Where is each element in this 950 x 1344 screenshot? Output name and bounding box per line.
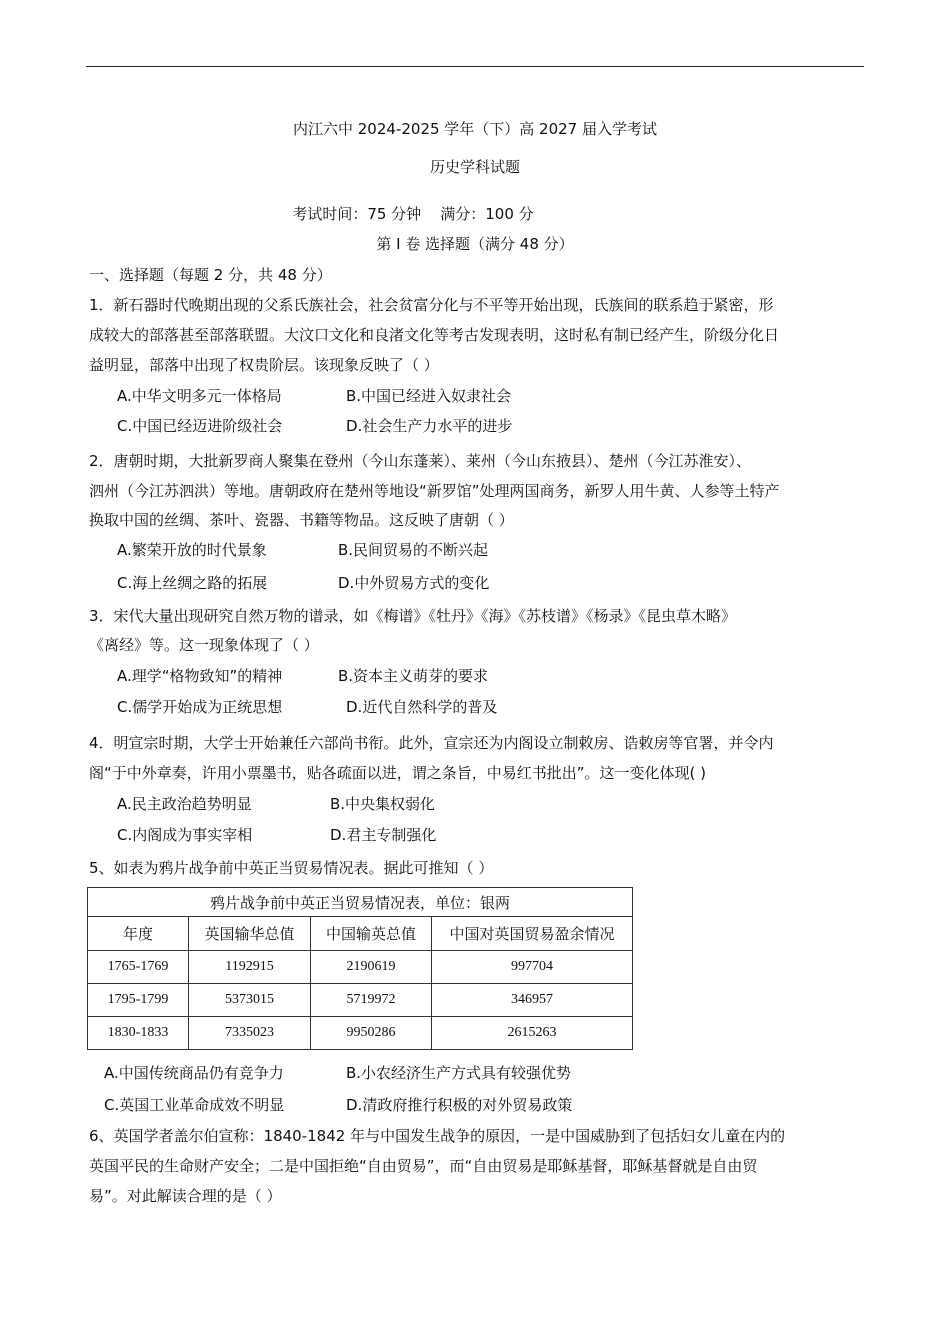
- option-c[interactable]: C.内阁成为事实宰相: [117, 826, 253, 844]
- option-b[interactable]: B.中国已经进入奴隶社会: [346, 387, 512, 405]
- table-cell: 1765-1769: [88, 951, 189, 984]
- question-2-line: 泗州（今江苏泗洪）等地。唐朝政府在楚州等地设“新罗馆”处理两国商务，新罗人用牛黄、人参等土特产: [89, 482, 780, 500]
- option-b[interactable]: B.民间贸易的不断兴起: [338, 541, 489, 559]
- table-caption: 鸦片战争前中英正当贸易情况表，单位：银两: [88, 888, 633, 917]
- option-c[interactable]: C.海上丝绸之路的拓展: [117, 574, 268, 592]
- table-row: [88, 984, 633, 1017]
- table-cell: 1830-1833: [88, 1017, 189, 1050]
- table-cell: 7335023: [189, 1017, 311, 1050]
- question-1-line: 成较大的部落甚至部落联盟。大汶口文化和良渚文化等考古发现表明，这时私有制已经产生，阶级分化日: [89, 326, 780, 344]
- option-c[interactable]: C.英国工业革命成效不明显: [104, 1096, 285, 1114]
- table-header: 英国输华总值: [189, 917, 311, 951]
- table-cell: 2190619: [311, 951, 432, 984]
- option-c[interactable]: C.儒学开始成为正统思想: [117, 698, 283, 716]
- question-3-line: 3．宋代大量出现研究自然万物的谱录，如《梅谱》《牡丹》《海》《苏枝谱》《杨录》《昆虫草木略》: [89, 607, 737, 625]
- table-row: [88, 1017, 633, 1050]
- table-cell: 997704: [432, 951, 633, 984]
- table-cell: 346957: [432, 984, 633, 1017]
- exam-info: 考试时间：75 分钟 满分：100 分: [292, 205, 534, 223]
- trade-table: [87, 887, 633, 1050]
- table-header: 年度: [88, 917, 189, 951]
- part-title: 第 I 卷 选择题（满分 48 分）: [376, 235, 574, 253]
- option-d[interactable]: D.社会生产力水平的进步: [346, 417, 513, 435]
- top-rule: [86, 66, 864, 67]
- question-2-line: 2．唐朝时期，大批新罗商人聚集在登州（今山东蓬莱）、莱州（今山东掖县）、楚州（今江苏淮安）、: [89, 452, 752, 470]
- option-d[interactable]: D.清政府推行积极的对外贸易政策: [346, 1096, 573, 1114]
- exam-title: 内江六中 2024-2025 学年（下）高 2027 届入学考试: [292, 120, 657, 138]
- option-a[interactable]: A.中华文明多元一体格局: [117, 387, 282, 405]
- table-cell: 1795-1799: [88, 984, 189, 1017]
- table-header: 中国输英总值: [311, 917, 432, 951]
- table-cell: 5373015: [189, 984, 311, 1017]
- option-d[interactable]: D.中外贸易方式的变化: [338, 574, 490, 592]
- option-b[interactable]: B.小农经济生产方式具有较强优势: [346, 1064, 572, 1082]
- question-5-stem: 5、如表为鸦片战争前中英正当贸易情况表。据此可推知（ ）: [89, 859, 494, 877]
- question-6-line: 易”。对此解读合理的是（ ）: [89, 1187, 282, 1205]
- table-cell: 2615263: [432, 1017, 633, 1050]
- option-a[interactable]: A.繁荣开放的时代景象: [117, 541, 267, 559]
- question-6-line: 英国平民的生命财产安全；二是中国拒绝“自由贸易”，而“自由贸易是耶稣基督，耶稣基督就是自由贸: [89, 1157, 758, 1175]
- table-cell: 5719972: [311, 984, 432, 1017]
- section-title: 一、选择题（每题 2 分，共 48 分）: [89, 266, 332, 284]
- question-2-line: 换取中国的丝绸、茶叶、瓷器、书籍等物品。这反映了唐朝（ ）: [89, 511, 514, 529]
- table-cell: 9950286: [311, 1017, 432, 1050]
- option-d[interactable]: D.君主专制强化: [330, 826, 437, 844]
- option-a[interactable]: A.中国传统商品仍有竞争力: [104, 1064, 284, 1082]
- table-row: [88, 951, 633, 984]
- option-b[interactable]: B.资本主义萌芽的要求: [338, 667, 489, 685]
- question-3-line: 《离经》等。这一现象体现了（ ）: [89, 636, 319, 654]
- question-1-line: 益明显，部落中出现了权贵阶层。该现象反映了（ ）: [89, 356, 439, 374]
- option-d[interactable]: D.近代自然科学的普及: [346, 698, 498, 716]
- question-6-line: 6、英国学者盖尔伯宣称：1840-1842 年与中国发生战争的原因，一是中国威胁到了包括妇女儿童在内的: [89, 1127, 786, 1145]
- subject-title: 历史学科试题: [429, 158, 520, 176]
- table-header: 中国对英国贸易盈余情况: [432, 917, 633, 951]
- table-cell: 1192915: [189, 951, 311, 984]
- option-a[interactable]: A.理学“格物致知”的精神: [117, 667, 283, 685]
- question-4-line: 阁“于中外章奏，许用小票墨书，贴各疏面以进，谓之条旨，中易红书批出”。这一变化体现( ): [89, 764, 707, 782]
- option-a[interactable]: A.民主政治趋势明显: [117, 795, 252, 813]
- option-b[interactable]: B.中央集权弱化: [330, 795, 436, 813]
- option-c[interactable]: C.中国已经迈进阶级社会: [117, 417, 283, 435]
- question-4-line: 4．明宣宗时期，大学士开始兼任六部尚书衔。此外，宣宗还为内阁设立制敕房、诰敕房等官署，并令内: [89, 734, 774, 752]
- question-1-line: 1．新石器时代晚期出现的父系氏族社会，社会贫富分化与不平等开始出现，氏族间的联系趋于紧密，形: [89, 296, 774, 314]
